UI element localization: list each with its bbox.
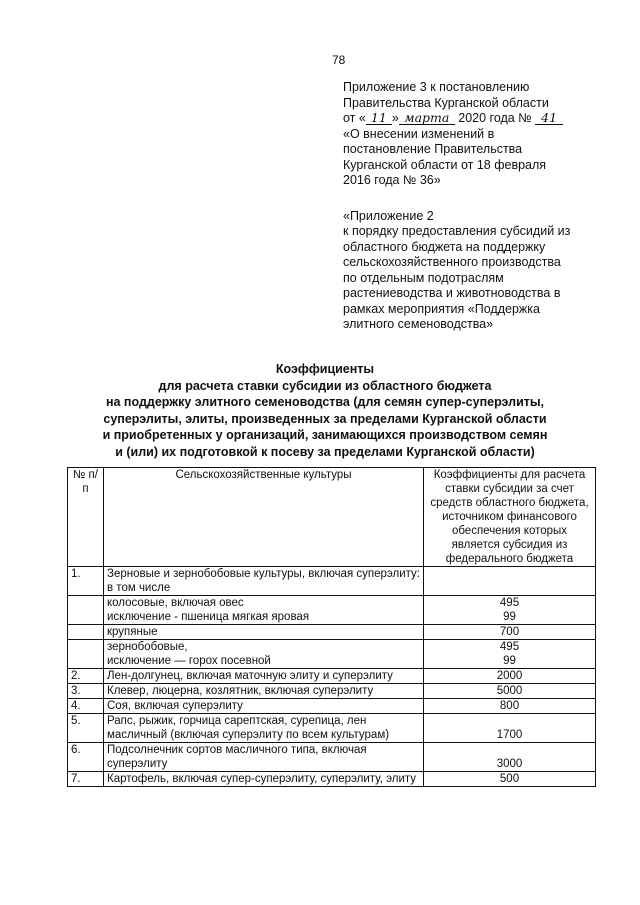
header-coef: Коэффициенты для расчета ставки субсидии за счет средств областного бюджета, источником финансового обеспечения которых является субсидия из федерального бюджета [424, 468, 596, 567]
culture-line: исключение — горох посевной [107, 655, 271, 667]
row-num: 6. [68, 743, 104, 772]
row-coef: 1700 [424, 714, 596, 743]
title-line: суперэлиты, элиты, произведенных за пределами Курганской области [103, 411, 547, 426]
table-row [68, 684, 596, 699]
row-culture [104, 567, 424, 596]
row-coef: 5000 [424, 684, 596, 699]
sub-appendix-line: рамках мероприятия «Поддержка [343, 301, 540, 316]
row-culture: Картофель, включая супер-суперэлиту, суперэлиту, элиту [104, 772, 424, 787]
coefficients-table [67, 467, 596, 787]
table-row [68, 772, 596, 787]
date-prefix: от « [343, 111, 366, 125]
table-row [68, 743, 596, 772]
header-culture: Сельскохозяйственные культуры [104, 468, 424, 567]
row-coef: 500 [424, 772, 596, 787]
row-culture: Соя, включая суперэлиту [104, 699, 424, 714]
table-row [68, 625, 596, 640]
culture-line: зернобобовые, [107, 641, 188, 653]
row-culture [104, 640, 424, 669]
row-culture: Подсолнечник сортов масличного типа, включая суперэлиту [104, 743, 424, 772]
table-row [68, 699, 596, 714]
table-header-row [68, 468, 596, 567]
row-culture: Рапс, рыжик, горчица сарептская, сурепица, лен масличный (включая суперэлиту по всем культурам) [104, 714, 424, 743]
page-number: 78 [332, 53, 346, 67]
table-row [68, 714, 596, 743]
sub-appendix-line: растениеводства и животноводства в [343, 286, 561, 300]
appendix-block [343, 80, 628, 333]
row-coef [424, 596, 596, 625]
sub-appendix-line: областного бюджета на поддержку [343, 239, 546, 254]
row-culture: Лен-долгунец, включая маточную элиту и суперэлиту [104, 669, 424, 684]
handwritten-month: марта [399, 111, 455, 125]
row-coef: 700 [424, 625, 596, 640]
date-mid: » [391, 111, 399, 125]
table-row [68, 640, 596, 669]
header-num: № п/п [68, 468, 104, 567]
coef-value: 99 [503, 611, 516, 623]
table-row [68, 669, 596, 684]
document-title [60, 361, 590, 460]
culture-note: в том числе [107, 582, 171, 594]
row-coef: 2000 [424, 669, 596, 684]
row-num: 2. [68, 669, 104, 684]
coef-value: 495 [499, 597, 520, 609]
handwritten-day: 11 [366, 111, 392, 125]
culture-line: колосовые, включая овес [107, 597, 244, 609]
culture-line: исключение - пшеница мягкая яровая [107, 611, 310, 623]
row-culture: Клевер, люцерна, козлятник, включая суперэлиту [104, 684, 424, 699]
row-coef: 3000 [424, 743, 596, 772]
row-num: 1. [68, 567, 104, 596]
appendix-line: Правительства Курганской области [343, 95, 549, 110]
row-num: 7. [68, 772, 104, 787]
culture-text: Зерновые и зернобобовые культуры, включая суперэлиту: [107, 568, 420, 580]
row-coef [424, 640, 596, 669]
row-num: 4. [68, 699, 104, 714]
appendix-line: Приложение 3 к постановлению [343, 80, 530, 94]
handwritten-doc-number: 41 [535, 111, 563, 125]
date-year: 2020 года № [458, 111, 532, 125]
row-culture: крупяные [104, 625, 424, 640]
coef-value: 99 [503, 655, 516, 667]
title-line: и (или) их подготовкой к посеву за пределами Курганской области) [115, 444, 535, 459]
table-row [68, 567, 596, 596]
appendix-line: «О внесении изменений в [343, 126, 495, 141]
coef-value: 495 [499, 641, 520, 653]
row-coef [424, 567, 596, 596]
appendix-date-line [343, 111, 628, 127]
sub-appendix-line: к порядку предоставления субсидий из [343, 224, 571, 238]
appendix-line: Курганской области от 18 февраля [343, 157, 547, 172]
row-num: 3. [68, 684, 104, 699]
table-row [68, 596, 596, 625]
sub-appendix-line: сельскохозяйственного производства [343, 255, 561, 269]
title-line: для расчета ставки субсидии из областного бюджета [158, 378, 492, 393]
row-num: 5. [68, 714, 104, 743]
sub-appendix-line: по отдельным подотраслям [343, 270, 504, 285]
row-culture [104, 596, 424, 625]
title-line: на поддержку элитного семеноводства (для семян супер-суперэлиты, [105, 395, 545, 409]
title-line: и приобретенных у организаций, занимающихся производством семян [102, 428, 548, 442]
appendix-line: постановление Правительства [343, 142, 523, 156]
title-line: Коэффициенты [275, 362, 375, 376]
sub-appendix-title: «Приложение 2 [343, 208, 434, 223]
row-coef: 800 [424, 699, 596, 714]
sub-appendix-line: элитного семеноводства» [343, 317, 494, 331]
appendix-line: 2016 года № 36» [343, 173, 441, 187]
